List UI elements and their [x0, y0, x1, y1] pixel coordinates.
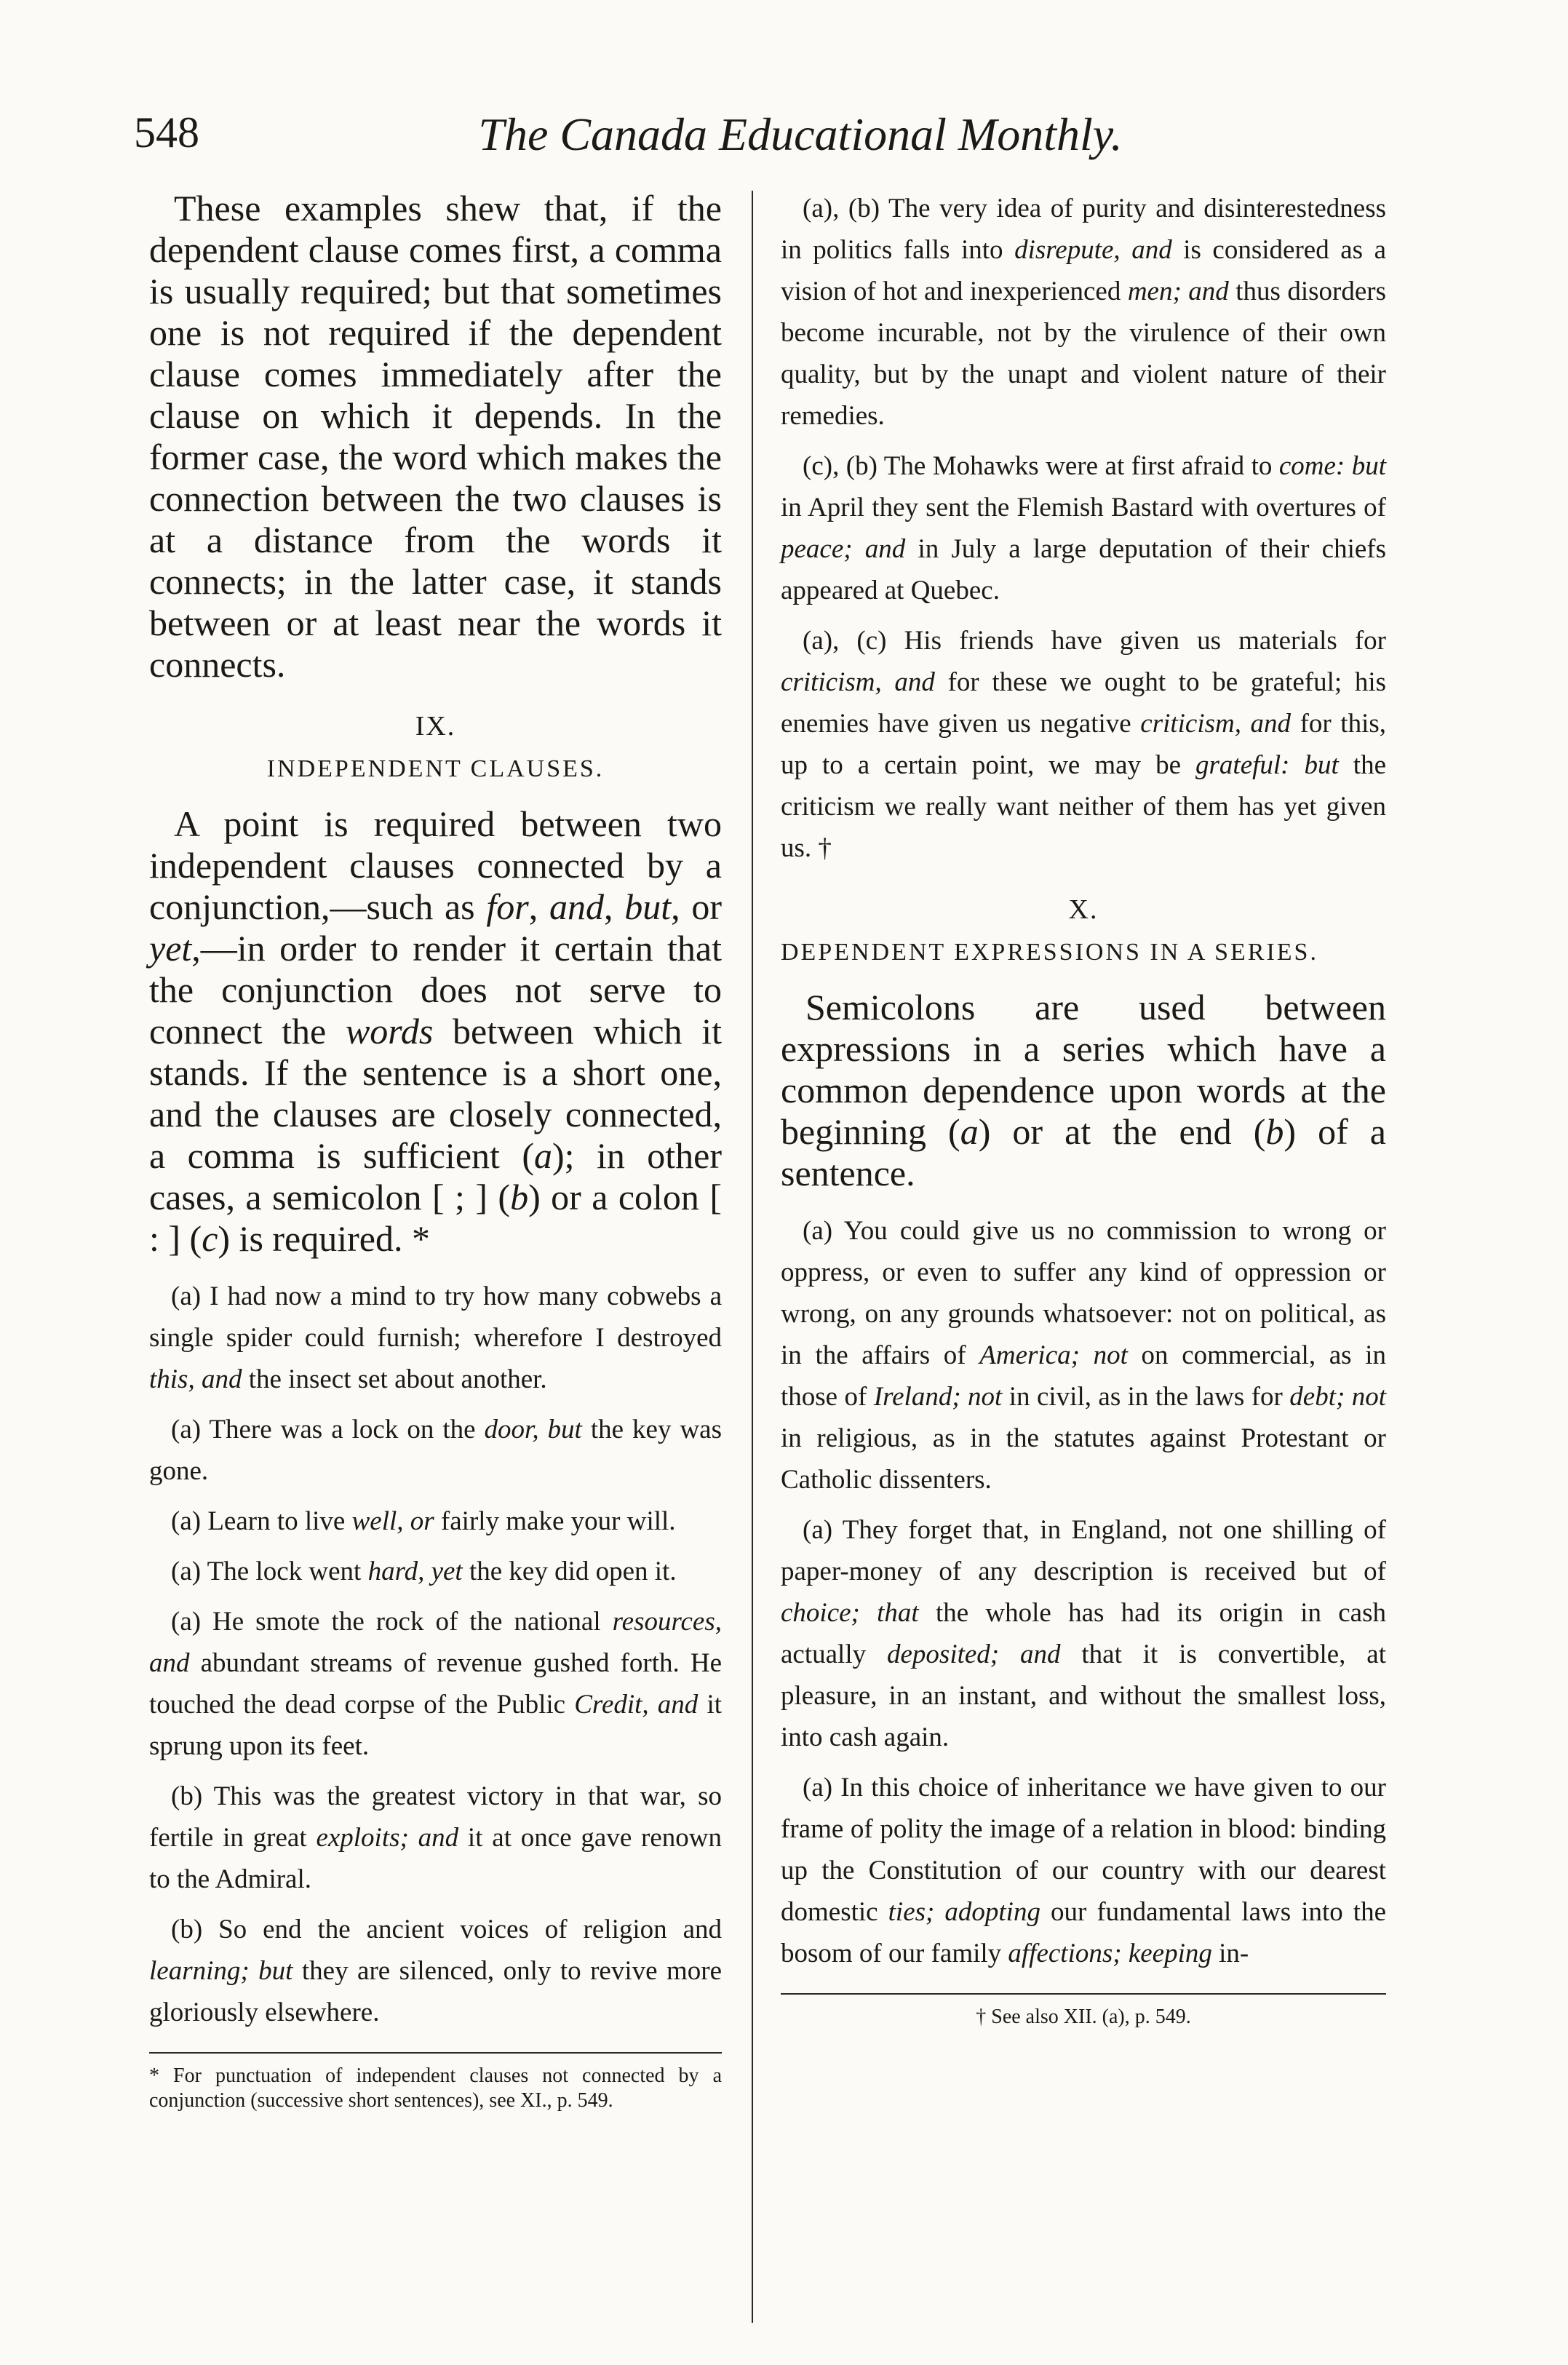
example: (a) He smote the rock of the national resources, and abundant streams of revenue gushed forth. He touched the dead corpse of the Public Credit, and it sprung upon its feet. [149, 1607, 723, 1761]
section-number: IX. [415, 711, 456, 742]
right-column [781, 188, 1386, 2030]
left-column [149, 188, 722, 2113]
rule-paragraph: Semicolons are used between expressions in a series which have a common dependence upon words at the beginning (a) or at the end (b) of a sentence. [781, 987, 1386, 1193]
example: (a), (c) His friends have given us materials for criticism, and for these we ought to be grateful; his enemies have given us negative criticism, and for this, up to a certain point, we may be grateful: but the criticism we really want neither of them has yet given us. † [781, 626, 1387, 863]
footnote-rule [781, 1993, 1386, 1995]
example: (a) There was a lock on the door, but the key was gone. [149, 1415, 722, 1486]
section-title: INDEPENDENT CLAUSES. [266, 755, 605, 782]
column-divider [752, 191, 753, 2323]
running-title: The Canada Educational Monthly. [478, 108, 1123, 160]
section-number: X. [1068, 894, 1099, 925]
footnote: † See also XII. (a), p. 549. [976, 2006, 1191, 2028]
example: (b) So end the ancient voices of religion and learning; but they are silenced, only to revive more gloriously elsewhere. [149, 1915, 722, 2027]
page-number: 548 [134, 108, 199, 156]
section-title: DEPENDENT EXPRESSIONS IN A SERIES. [781, 939, 1318, 966]
rule-paragraph: A point is required between two independent clauses connected by a conjunction,—such as for, and, but, or yet,—in order to render it certain that the conjunction does not serve to connect the words between which it stands. If the sentence is a short one, and the clauses are closely connected, a comma is sufficient (a); in other cases, a semicolon [ ; ] (b) or a colon [ : ] (c) is required. * [149, 803, 723, 1259]
example: (a), (b) The very idea of purity and disinterestedness in politics falls into disrepute, and is considered as a vision of hot and inexperienced men; and thus disorders become incurable, not by the virulence of their own quality, but by the unapt and violent nature of their remedies. [781, 194, 1387, 431]
footnote-rule [149, 2052, 722, 2054]
body-paragraph: These examples shew that, if the dependent clause comes first, a comma is usually required; but that sometimes one is not required if the dependent clause comes immediately after the clause on which it depends. In the former case, the word which makes the connection between the two clauses is at a distance from the words it connects; in the latter case, it stands between or at least near the words it connects. [149, 188, 722, 685]
example: (c), (b) The Mohawks were at first afraid to come: but in April they sent the Flemish Bastard with overtures of peace; and in July a large deputation of their chiefs appeared at Quebec. [781, 451, 1386, 605]
example: (a) In this choice of inheritance we have given to our frame of polity the image of a relation in blood: binding up the Constitution of our country with our dearest domestic ties; adopting our fundamental laws into the bosom of our family affections; keeping in- [781, 1773, 1386, 1968]
example: (a) I had now a mind to try how many cobwebs a single spider could furnish; wherefore I destroyed this, and the insect set about another. [149, 1281, 722, 1394]
example: (a) Learn to live well, or fairly make your will. [171, 1506, 676, 1536]
example: (b) This was the greatest victory in that war, so fertile in great exploits; and it at once gave renown to the Admiral. [149, 1781, 723, 1894]
example: (a) You could give us no commission to wrong or oppress, or even to suffer any kind of oppression or wrong, on any grounds whatsoever: not on political, as in the affairs of America; not on commercial, as in those of Ireland; not in civil, as in the laws for debt; not in religious, as in the statutes against Protestant or Catholic dissenters. [781, 1216, 1386, 1495]
page-header [0, 0, 1568, 175]
example: (a) They forget that, in England, not one shilling of paper-money of any description is received but of choice; that the whole has had its origin in cash actually deposited; and that it is convertible, at pleasure, in an instant, and without the smallest loss, into cash again. [781, 1515, 1387, 1752]
example: (a) The lock went hard, yet the key did open it. [171, 1557, 677, 1586]
footnote: * For punctuation of independent clauses not connected by a conjunction (successive short sentences), see XI., p. 549. [149, 2064, 722, 2112]
